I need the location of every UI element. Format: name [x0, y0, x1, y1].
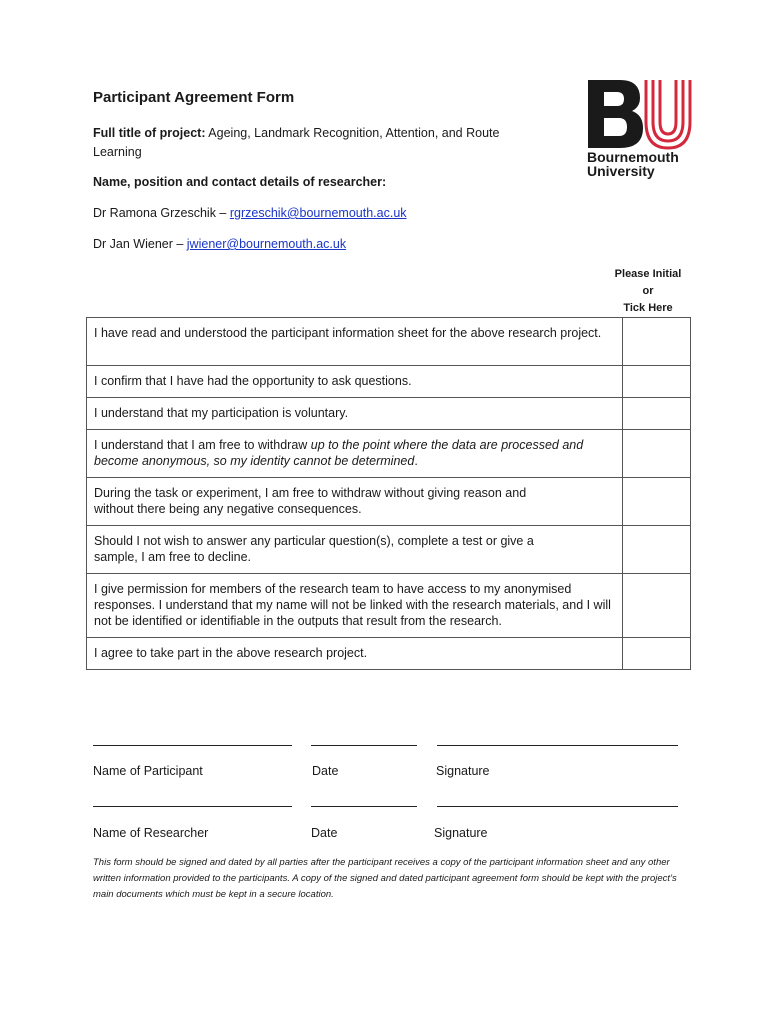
tick-header-line2: or	[642, 285, 654, 297]
statement-text-mixed	[87, 430, 623, 478]
statement-plain-part: I understand that I am free to withdraw	[94, 438, 311, 452]
researcher-2-email-link[interactable]: jwiener@bournemouth.ac.uk	[186, 237, 347, 251]
bournemouth-university-logo	[586, 76, 696, 186]
statement-text: Should I not wish to answer any particular question(s), complete a test or give a sample, I am free to decline.	[87, 526, 623, 574]
researcher-date-line[interactable]	[311, 806, 417, 807]
participant-name-label: Name of Participant	[93, 764, 203, 778]
initial-box-6[interactable]	[623, 526, 691, 574]
researcher-1-name: Dr Ramona Grzeschik –	[93, 206, 230, 220]
statement-row	[87, 478, 691, 526]
logo-name-line2: University	[587, 163, 655, 179]
footer-note: This form should be signed and dated by all parties after the participant receives a copy of the participant information sheet and any other written information provided to the participants. A copy of the signed and dated participant agreement form should be kept with the project’s main documents which must be kept in a secure location.	[93, 857, 677, 900]
project-label: Full title of project:	[93, 126, 206, 140]
researcher-signature-label: Signature	[434, 826, 488, 840]
participant-date-label: Date	[312, 764, 339, 778]
participant-date-line[interactable]	[311, 745, 417, 746]
statement-text: I confirm that I have had the opportunity to ask questions.	[87, 366, 623, 398]
statement-row	[87, 398, 691, 430]
statement-text: I understand that my participation is voluntary.	[87, 398, 623, 430]
initial-box-4[interactable]	[623, 430, 691, 478]
statement-row	[87, 574, 691, 638]
statement-text: I have read and understood the participant information sheet for the above research project.	[87, 318, 623, 366]
initial-box-1[interactable]	[623, 318, 691, 366]
researcher-2-name: Dr Jan Wiener –	[93, 237, 187, 251]
statement-row	[87, 366, 691, 398]
researcher-date-label: Date	[311, 826, 338, 840]
initial-box-2[interactable]	[623, 366, 691, 398]
statement-text: During the task or experiment, I am free to withdraw without giving reason and without there being any negative consequences.	[87, 478, 623, 526]
researcher-signature-line[interactable]	[437, 806, 678, 807]
researcher-name-line[interactable]	[93, 806, 292, 807]
tick-header-line3: Tick Here	[623, 302, 673, 314]
initial-box-7[interactable]	[623, 574, 691, 638]
researcher-2	[93, 237, 346, 251]
statement-row	[87, 638, 691, 670]
statement-end-part: .	[414, 454, 418, 468]
participant-signature-line[interactable]	[437, 745, 678, 746]
initial-box-8[interactable]	[623, 638, 691, 670]
statement-text: I agree to take part in the above research project.	[87, 638, 623, 670]
researcher-1-email-link[interactable]: rgrzeschik@bournemouth.ac.uk	[229, 206, 407, 220]
participant-name-line[interactable]	[93, 745, 292, 746]
statement-row	[87, 318, 691, 366]
project-title-block	[93, 124, 533, 162]
statement-text: I give permission for members of the research team to have access to my anonymised responses. I understand that my name will not be linked with the research materials, and I will not be identified or identifiable in the outputs that result from the research.	[87, 574, 623, 638]
agreement-statements-table	[86, 317, 691, 670]
tick-header-line1: Please Initial	[614, 268, 682, 280]
statement-italic-part: up to the point where the data are processed and become anonymous, so my identity cannot be determined	[94, 438, 584, 468]
initial-box-3[interactable]	[623, 398, 691, 430]
tick-column-header	[606, 266, 690, 317]
participant-signature-label: Signature	[436, 764, 490, 778]
bu-logo-mark	[586, 76, 696, 186]
logo-name-line1: Bournemouth	[587, 149, 679, 165]
project-title: Ageing, Landmark Recognition, Attention, and Route Learning	[93, 126, 500, 159]
statement-row	[87, 526, 691, 574]
page-title: Participant Agreement Form	[93, 89, 295, 106]
researcher-name-label: Name of Researcher	[93, 826, 209, 840]
contact-heading: Name, position and contact details of researcher:	[93, 175, 387, 189]
statement-row	[87, 430, 691, 478]
initial-box-5[interactable]	[623, 478, 691, 526]
researcher-1	[93, 206, 407, 220]
